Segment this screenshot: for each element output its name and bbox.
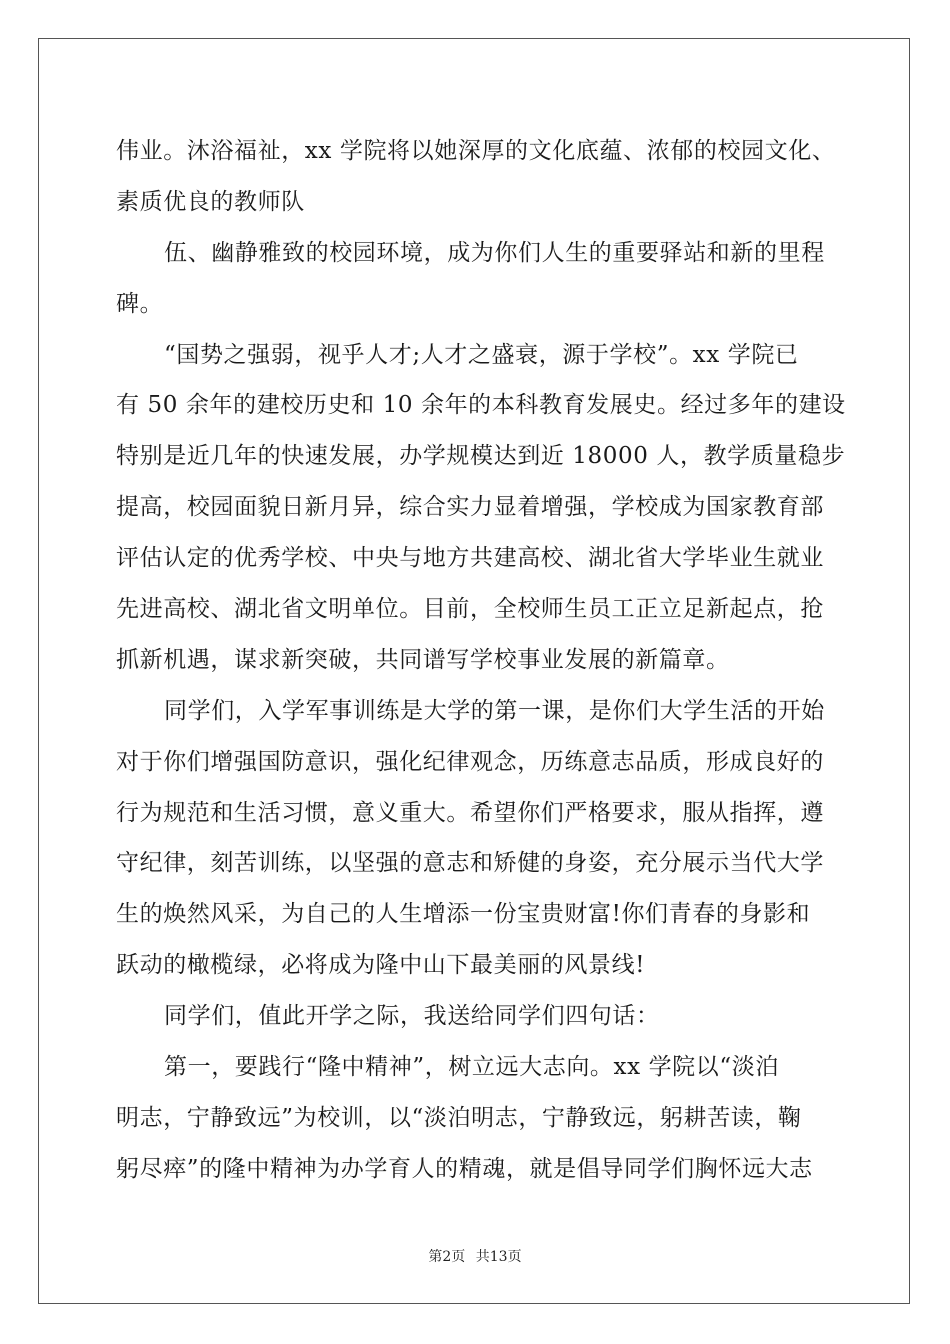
text-line: 评估认定的优秀学校、中央与地方共建高校、湖北省大学毕业生就业 [116,545,824,572]
text-line: 有 50 余年的建校历史和 10 余年的本科教育发展史。经过多年的建设 [116,392,846,419]
text-line: 第一，要践行“隆中精神”，树立远大志向。xx 学院以“淡泊 [164,1054,779,1081]
text-line: 素质优良的教师队 [116,188,305,215]
document-body [116,126,846,1195]
text-line: 躬尽瘁”的隆中精神为办学育人的精魂，就是倡导同学们胸怀远大志 [116,1155,813,1182]
text-line: 碑。 [116,290,164,317]
text-line: 生的焕然风采，为自己的人生增添一份宝贵财富!你们青春的身影和 [116,901,811,928]
text-line: 行为规范和生活习惯，意义重大。希望你们严格要求，服从指挥，遵 [116,799,824,826]
text-line: 守纪律，刻苦训练，以坚强的意志和矫健的身姿，充分展示当代大学 [116,850,824,877]
text-line: 同学们，入学军事训练是大学的第一课，是你们大学生活的开始 [164,697,825,724]
text-line: 同学们，值此开学之际，我送给同学们四句话： [164,1003,660,1030]
text-line: 伟业。沐浴福祉，xx 学院将以她深厚的文化底蕴、浓郁的校园文化、 [116,138,836,164]
page-number: 第2页 [428,1249,466,1265]
text-line: 抓新机遇，谋求新突破，共同谱写学校事业发展的新篇章。 [116,646,730,673]
text-line: 对于你们增强国防意识，强化纪律观念，历练意志品质，形成良好的 [116,748,824,775]
text-line: “国势之强弱，视乎人才;人才之盛衰，源于学校”。xx 学院已 [164,341,799,368]
text-line: 明志，宁静致远”为校训，以“淡泊明志，宁静致远，躬耕苦读，鞠 [116,1104,802,1131]
page-total: 共13页 [475,1249,522,1265]
page-footer [0,1246,950,1266]
text-line: 提高，校园面貌日新月异，综合实力显着增强，学校成为国家教育部 [116,494,824,521]
text-line: 跃动的橄榄绿，必将成为隆中山下最美丽的风景线! [116,952,646,979]
text-line: 伍、幽静雅致的校园环境，成为你们人生的重要驿站和新的里程 [164,239,825,266]
text-line: 特别是近几年的快速发展，办学规模达到近 18000 人，教学质量稳步 [116,443,846,470]
text-line: 先进高校、湖北省文明单位。目前，全校师生员工正立足新起点，抢 [116,596,824,623]
